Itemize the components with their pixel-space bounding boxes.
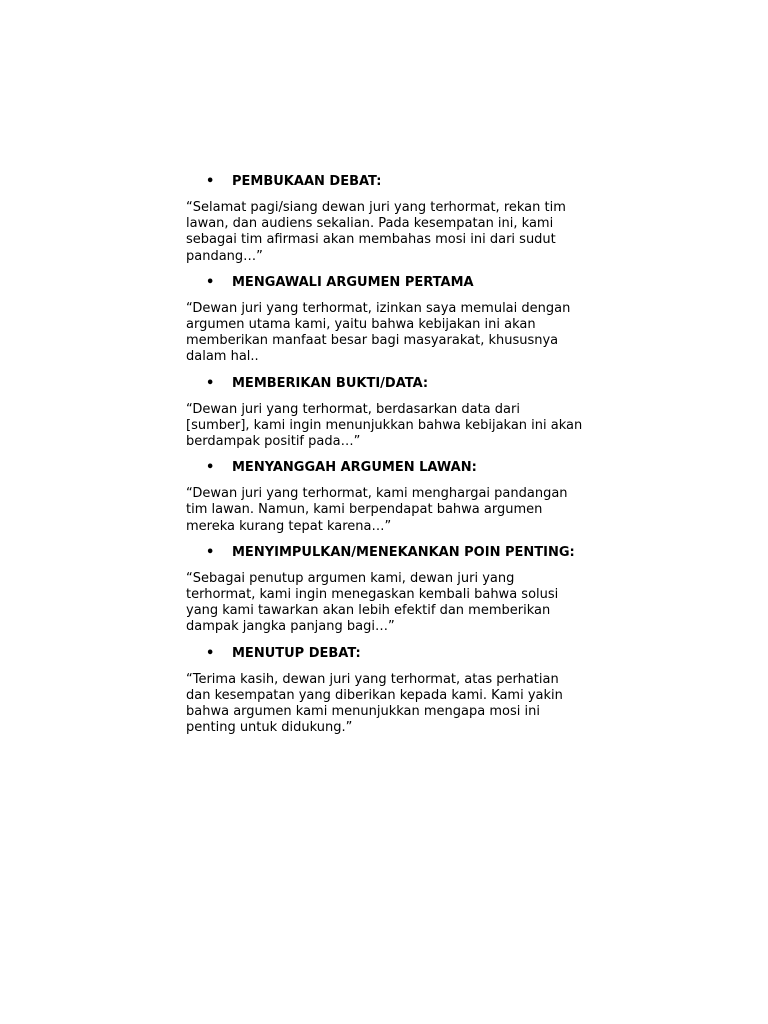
- section-argumen-pertama: [186, 275, 586, 366]
- paragraph-line: yang kami tawarkan akan lebih efektif dan memberikan: [186, 603, 551, 619]
- paragraph-line: “Sebagai penutup argumen kami, dewan juri yang: [186, 570, 515, 586]
- paragraph-line: lawan, dan audiens sekalian. Pada kesempatan ini, kami: [186, 216, 554, 232]
- paragraph-line: “Dewan juri yang terhormat, izinkan saya memulai dengan: [186, 300, 571, 316]
- section-paragraph: [186, 672, 586, 737]
- section-paragraph: [186, 301, 586, 366]
- section-heading: MENUTUP DEBAT:: [232, 645, 361, 661]
- paragraph-line: bahwa argumen kami menunjukkan mengapa mosi ini: [186, 704, 540, 720]
- heading-row: [186, 275, 586, 293]
- paragraph-line: memberikan manfaat besar bagi masyarakat, khususnya: [186, 333, 559, 349]
- paragraph-line: pandang…”: [186, 248, 263, 264]
- paragraph-line: sebagai tim afirmasi akan membahas mosi ini dari sudut: [186, 232, 556, 248]
- paragraph-line: “Terima kasih, dewan juri yang terhormat, atas perhatian: [186, 671, 559, 687]
- section-menutup-debat: [186, 646, 586, 737]
- section-pembukaan-debat: [186, 174, 586, 265]
- bullet-icon: •: [206, 460, 215, 476]
- paragraph-line: dan kesempatan yang diberikan kepada kami. Kami yakin: [186, 687, 563, 703]
- bullet-icon: •: [206, 274, 215, 290]
- section-bukti-data: [186, 376, 586, 451]
- heading-row: [186, 376, 586, 394]
- bullet-icon: •: [206, 174, 215, 189]
- paragraph-line: dampak jangka panjang bagi…”: [186, 619, 395, 635]
- heading-row: [186, 646, 586, 664]
- paragraph-line: tim lawan. Namun, kami berpendapat bahwa argumen: [186, 502, 543, 518]
- paragraph-line: dalam hal..: [186, 349, 259, 365]
- paragraph-line: terhormat, kami ingin menegaskan kembali bahwa solusi: [186, 587, 559, 603]
- document-body: [186, 174, 586, 746]
- paragraph-line: “Dewan juri yang terhormat, berdasarkan data dari: [186, 401, 520, 417]
- section-heading: MENGAWALI ARGUMEN PERTAMA: [232, 274, 474, 290]
- section-heading: PEMBUKAAN DEBAT:: [232, 174, 382, 189]
- section-heading: MEMBERIKAN BUKTI/DATA:: [232, 375, 429, 391]
- heading-row: [186, 174, 586, 192]
- section-paragraph: [186, 200, 586, 265]
- bullet-icon: •: [206, 375, 215, 391]
- section-paragraph: [186, 486, 586, 535]
- heading-row: [186, 460, 586, 478]
- section-paragraph: [186, 571, 586, 636]
- section-paragraph: [186, 402, 586, 451]
- paragraph-line: argumen utama kami, yaitu bahwa kebijakan ini akan: [186, 317, 536, 333]
- bullet-icon: •: [206, 544, 215, 560]
- paragraph-line: “Selamat pagi/siang dewan juri yang terhormat, rekan tim: [186, 200, 566, 215]
- paragraph-line: penting untuk didukung.”: [186, 720, 353, 736]
- bullet-icon: •: [206, 645, 215, 661]
- section-menyimpulkan: [186, 545, 586, 636]
- section-heading: MENYANGGAH ARGUMEN LAWAN:: [232, 460, 477, 476]
- section-heading: MENYIMPULKAN/MENEKANKAN POIN PENTING:: [232, 544, 575, 560]
- heading-row: [186, 545, 586, 563]
- paragraph-line: [sumber], kami ingin menunjukkan bahwa kebijakan ini akan: [186, 417, 583, 433]
- section-menyanggah: [186, 460, 586, 535]
- paragraph-line: berdampak positif pada…”: [186, 434, 361, 450]
- paragraph-line: mereka kurang tepat karena…”: [186, 518, 392, 534]
- paragraph-line: “Dewan juri yang terhormat, kami menghargai pandangan: [186, 486, 568, 502]
